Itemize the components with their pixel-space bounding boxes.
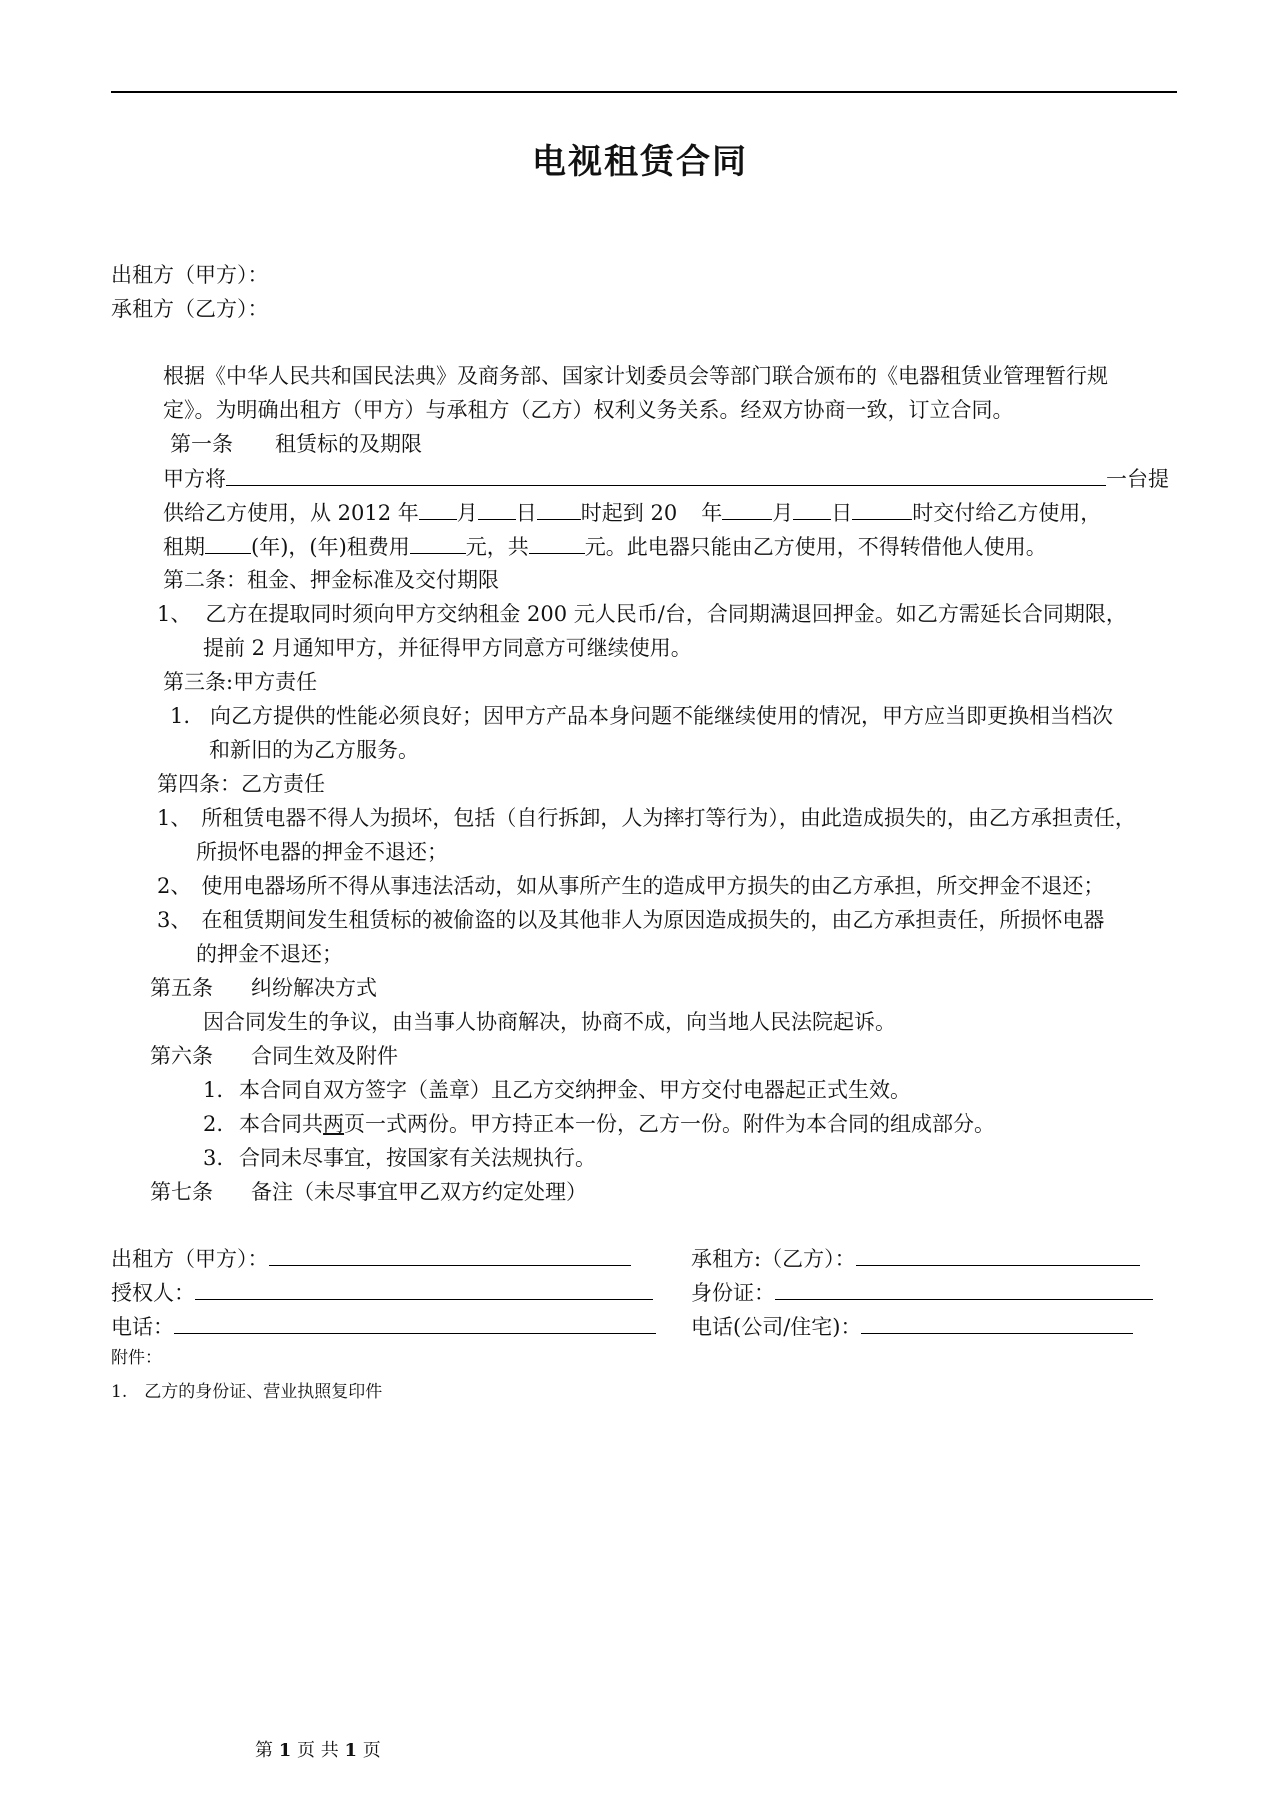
item-number: 1、 xyxy=(157,602,192,626)
item-number: 3. xyxy=(203,1146,224,1170)
day-blank[interactable] xyxy=(478,497,516,520)
signature-company-phone-field[interactable] xyxy=(861,1311,1133,1334)
article-1-text: 元。此电器只能由乙方使用，不得转借他人使用。 xyxy=(584,535,1047,559)
article-5-heading xyxy=(150,973,377,1003)
article-1-text: 月 xyxy=(772,501,794,525)
article-1-text: 一台提 xyxy=(1106,467,1169,491)
item-number: 2. xyxy=(203,1112,224,1136)
article-1-text: 月 xyxy=(456,501,478,525)
attachments-label: 附件： xyxy=(111,1348,162,1368)
article-1-heading xyxy=(170,429,422,459)
article-1-number: 第一条 xyxy=(170,432,233,456)
item-text: 本合同自双方签字（盖章）且乙方交纳押金、甲方交付电器起正式生效。 xyxy=(239,1078,912,1102)
lessee-label: 承租方（乙方）： xyxy=(111,297,269,321)
signature-phone xyxy=(111,1311,656,1342)
article-1-text: 时起到 20 xyxy=(580,501,678,525)
article-4-item-1-cont: 所损怀电器的押金不退还； xyxy=(196,840,448,864)
article-4-item-3 xyxy=(157,905,1104,935)
item-number: 2、 xyxy=(157,874,192,898)
signature-id xyxy=(691,1277,1153,1308)
signature-authorized-field[interactable] xyxy=(195,1277,653,1300)
article-1-text: 租期 xyxy=(163,535,205,559)
signature-lessee xyxy=(691,1243,1140,1274)
article-5-text: 因合同发生的争议，由当事人协商解决，协商不成，向当地人民法院起诉。 xyxy=(203,1010,896,1034)
total-blank[interactable] xyxy=(529,531,585,554)
article-1-text: 日 xyxy=(831,501,853,525)
signature-label: 授权人： xyxy=(111,1281,195,1305)
hour-blank[interactable] xyxy=(537,497,581,520)
end-day-blank[interactable] xyxy=(793,497,831,520)
article-1-text: 日 xyxy=(515,501,537,525)
page-number: 1 xyxy=(278,1740,292,1761)
page-footer xyxy=(255,1736,381,1762)
article-6-number: 第六条 xyxy=(150,1044,213,1068)
item-text: 所租赁电器不得人为损坏，包括（自行拆卸，人为摔打等行为），由此造成损失的，由乙方承担责任， xyxy=(201,806,1136,830)
article-1-text: (年)，(年)租费用 xyxy=(251,535,410,559)
article-4-item-3-cont: 的押金不退还； xyxy=(196,942,343,966)
article-7-heading xyxy=(150,1177,587,1207)
preamble-line-2: 定》。为明确出租方（甲方）与承租方（乙方）权利义务关系。经双方协商一致，订立合同。 xyxy=(163,398,1014,422)
article-6-item-3 xyxy=(203,1143,596,1173)
item-text: 使用电器场所不得从事违法活动，如从事所产生的造成甲方损失的由乙方承担，所交押金不退还； xyxy=(201,874,1105,898)
article-5-title: 纠纷解决方式 xyxy=(251,976,377,1000)
attachments-item-1: 1. 乙方的身份证、营业执照复印件 xyxy=(111,1382,383,1402)
month-blank[interactable] xyxy=(419,497,457,520)
end-month-blank[interactable] xyxy=(722,497,772,520)
article-6-heading xyxy=(150,1041,398,1071)
item-text: 在租赁期间发生租赁标的被偷盗的以及其他非人为原因造成损失的，由乙方承担责任，所损怀电器 xyxy=(201,908,1105,932)
article-1-line-1 xyxy=(163,463,1169,494)
item-number: 3、 xyxy=(157,908,192,932)
article-1-text: 年 xyxy=(701,501,723,525)
item-blank[interactable] xyxy=(226,463,1106,486)
signature-label: 电话： xyxy=(111,1315,174,1339)
article-3-heading: 第三条:甲方责任 xyxy=(163,670,318,694)
signature-phone-field[interactable] xyxy=(174,1311,656,1334)
article-1-text: 元，共 xyxy=(465,535,529,559)
preamble-line-1: 根据《中华人民共和国民法典》及商务部、国家计划委员会等部门联合颁布的《电器租赁业管理暂行规 xyxy=(163,364,1108,388)
signature-lessor xyxy=(111,1243,631,1274)
page-count-underlined: 两 xyxy=(323,1112,345,1136)
article-2-item-1 xyxy=(157,599,1127,629)
signature-id-field[interactable] xyxy=(775,1277,1153,1300)
item-text: 向乙方提供的性能必须良好；因甲方产品本身问题不能继续使用的情况，甲方应当即更换相当档次 xyxy=(210,704,1114,728)
article-1-text: 甲方将 xyxy=(163,467,226,491)
lessor-label: 出租方（甲方）： xyxy=(111,263,269,287)
footer-text: 第 xyxy=(255,1740,273,1761)
article-4-item-1 xyxy=(157,803,1136,833)
article-2-item-1-cont: 提前 2 月通知甲方，并征得甲方同意方可继续使用。 xyxy=(203,636,692,660)
article-7-title: 备注（未尽事宜甲乙双方约定处理） xyxy=(251,1180,587,1204)
article-1-text: 供给乙方使用，从 2012 年 xyxy=(163,501,419,525)
header-rule xyxy=(111,91,1177,93)
term-blank[interactable] xyxy=(205,531,251,554)
article-4-item-2 xyxy=(157,871,1104,901)
fee-blank[interactable] xyxy=(410,531,466,554)
item-number: 1、 xyxy=(157,806,192,830)
signature-label: 出租方（甲方）： xyxy=(111,1247,269,1271)
article-6-title: 合同生效及附件 xyxy=(251,1044,398,1068)
signature-label: 电话(公司/住宅)： xyxy=(691,1315,862,1339)
article-1-text: 时交付给乙方使用， xyxy=(912,501,1102,525)
item-text: 合同未尽事宜，按国家有关法规执行。 xyxy=(239,1146,597,1170)
article-2-heading: 第二条：租金、押金标准及交付期限 xyxy=(163,568,499,592)
item-text: 本合同共 xyxy=(239,1112,324,1136)
item-text: 乙方在提取同时须向甲方交纳租金 200 元人民币/台，合同期满退回押金。如乙方需延长合同期限， xyxy=(205,602,1127,626)
article-7-number: 第七条 xyxy=(150,1180,213,1204)
footer-text: 页 共 xyxy=(297,1740,339,1761)
signature-label: 承租方:（乙方）： xyxy=(691,1247,856,1271)
article-6-item-1 xyxy=(203,1075,911,1105)
article-1-line-2 xyxy=(163,497,1101,528)
signature-label: 身份证： xyxy=(691,1281,775,1305)
signature-lessee-field[interactable] xyxy=(856,1243,1140,1266)
item-number: 1. xyxy=(203,1078,224,1102)
signature-authorized xyxy=(111,1277,653,1308)
article-4-heading: 第四条：乙方责任 xyxy=(157,772,325,796)
article-3-item-1 xyxy=(170,701,1113,731)
article-5-number: 第五条 xyxy=(150,976,213,1000)
article-1-line-3 xyxy=(163,531,1047,562)
footer-text: 页 xyxy=(362,1740,381,1761)
item-number: 1. xyxy=(170,704,191,728)
document-title: 电视租赁合同 xyxy=(532,142,748,182)
signature-company-phone xyxy=(691,1311,1133,1342)
end-hour-blank[interactable] xyxy=(852,497,912,520)
article-3-item-1-cont: 和新旧的为乙方服务。 xyxy=(209,738,419,762)
page-total: 1 xyxy=(344,1740,357,1761)
article-1-title: 租赁标的及期限 xyxy=(275,432,422,456)
article-6-item-2 xyxy=(203,1109,995,1139)
signature-lessor-field[interactable] xyxy=(269,1243,631,1266)
item-text: 页一式两份。甲方持正本一份，乙方一份。附件为本合同的组成部分。 xyxy=(344,1112,996,1136)
